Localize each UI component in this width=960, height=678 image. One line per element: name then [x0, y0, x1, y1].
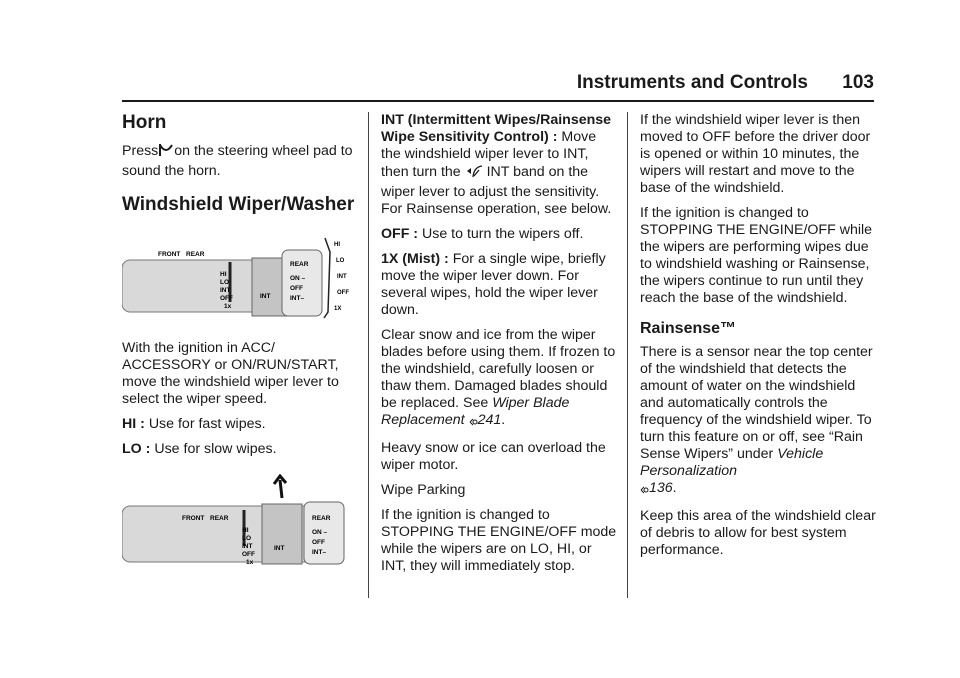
off-item: OFF : Use to turn the wipers off.	[381, 226, 584, 242]
wiper-int-icon	[465, 163, 483, 184]
page-reference-icon	[469, 415, 478, 432]
label2-int-band: INT	[274, 545, 285, 552]
ignition-paragraph: If the ignition is changed to STOPPING THE ENGINE/OFF while the wipers are performing wipes due to windshield washing or Rainsense, the wipers continue to run until they reach the base of the windshield.	[640, 205, 873, 306]
lo-item: LO : Use for slow wipes.	[122, 441, 277, 457]
label2-on: ON –	[312, 529, 328, 536]
label2-1x: 1x	[246, 559, 254, 566]
label-on: ON –	[290, 275, 306, 282]
vehicle-personalization-link[interactable]: Vehicle Personalization	[640, 446, 824, 479]
wiper-lever-up-illustration	[122, 474, 356, 570]
pos-hi: HI	[334, 242, 340, 248]
label-off-end: OFF	[290, 285, 303, 292]
label2-front: FRONT	[182, 515, 205, 522]
wipe-parking-heading: Wipe Parking	[381, 482, 466, 498]
label-rear-end: REAR	[290, 261, 309, 268]
label2-hi: HI	[242, 527, 249, 534]
rainsense-paragraph: There is a sensor near the top center of the windshield that detects the amount of water on the windshield and automatically controls the frequency of the windshield wiper. To turn this feature on or off, see “Rain Sense Wipers” under Vehicle Personalization 136.	[640, 344, 876, 500]
label-rear: REAR	[186, 251, 205, 258]
column-2	[381, 112, 617, 583]
heavy-snow-paragraph: Heavy snow or ice can overload the wiper motor.	[381, 440, 606, 473]
horn-heading: Horn	[122, 112, 167, 133]
intro-paragraph: With the ignition in ACC/ ACCESSORY or ON/RUN/START, move the windshield wiper lever to select the wiper speed.	[122, 340, 339, 407]
pos-1x: 1X	[334, 306, 342, 312]
pos-lo: LO	[336, 258, 345, 264]
pos-off: OFF	[337, 290, 349, 296]
page-reference-icon	[640, 483, 649, 500]
clear-snow-paragraph: Clear snow and ice from the wiper blades before using them. If frozen to the windshield, carefully loosen or thaw them. Damaged blades should be replaced. See Wiper Blade Replacement 241.	[381, 327, 617, 432]
label2-lo: LO	[242, 535, 252, 542]
restart-paragraph: If the windshield wiper lever is then moved to OFF before the driver door is opened or within 10 minutes, the wipers will restart and move to the base of the windshield.	[640, 112, 871, 196]
pos-int: INT	[337, 274, 347, 280]
rainsense-heading: Rainsense™	[640, 320, 737, 337]
header-rule	[122, 100, 874, 102]
label2-int: INT	[242, 543, 253, 550]
label-int-end: INT–	[290, 295, 305, 302]
int-item: INT (Intermittent Wipes/Rainsense Wipe Sensitivity Control) : Move the windshield wiper lever to INT, then turn the INT band on the wiper lever to adjust the sensitivity. For Rainsense operation, see below.	[381, 112, 612, 217]
label-1x: 1x	[224, 303, 232, 310]
label2-int-end: INT–	[312, 549, 327, 556]
label2-off-end: OFF	[312, 539, 325, 546]
label-int-band: INT	[260, 293, 271, 300]
label-front: FRONT	[158, 251, 181, 258]
mist-item: 1X (Mist) : For a single wipe, briefly move the wiper lever down. For several wipes, hold the wiper lever down.	[381, 251, 606, 318]
page-ref-136[interactable]: 136	[649, 480, 673, 496]
column-3	[640, 112, 876, 567]
label-hi: HI	[220, 271, 227, 278]
label2-rear-end: REAR	[312, 515, 331, 522]
label-int: INT	[220, 287, 231, 294]
keep-clear-paragraph: Keep this area of the windshield clear of debris to allow for best system performance.	[640, 508, 876, 558]
parking-paragraph: If the ignition is changed to STOPPING THE ENGINE/OFF mode while the wipers are on LO, HI, or INT, they will immediately stop.	[381, 507, 617, 574]
column-divider-1	[368, 112, 369, 598]
column-divider-2	[627, 112, 628, 598]
wiper-lever-illustration	[122, 232, 356, 322]
label2-off: OFF	[242, 551, 255, 558]
hi-item: HI : Use for fast wipes.	[122, 416, 266, 432]
wiper-blade-replacement-link[interactable]: Wiper Blade Replacement	[381, 395, 570, 428]
column-1	[122, 112, 356, 588]
label-off: OFF	[220, 295, 233, 302]
horn-icon	[158, 143, 174, 163]
page-number: 103	[842, 72, 874, 93]
section-title: Instruments and Controls	[576, 72, 808, 93]
label2-rear: REAR	[210, 515, 229, 522]
page-ref-241[interactable]: 241	[477, 412, 502, 428]
horn-paragraph: Press on the steering wheel pad to sound the horn.	[122, 143, 353, 179]
wiper-heading: Windshield Wiper/Washer	[122, 194, 355, 215]
label-lo: LO	[220, 279, 230, 286]
